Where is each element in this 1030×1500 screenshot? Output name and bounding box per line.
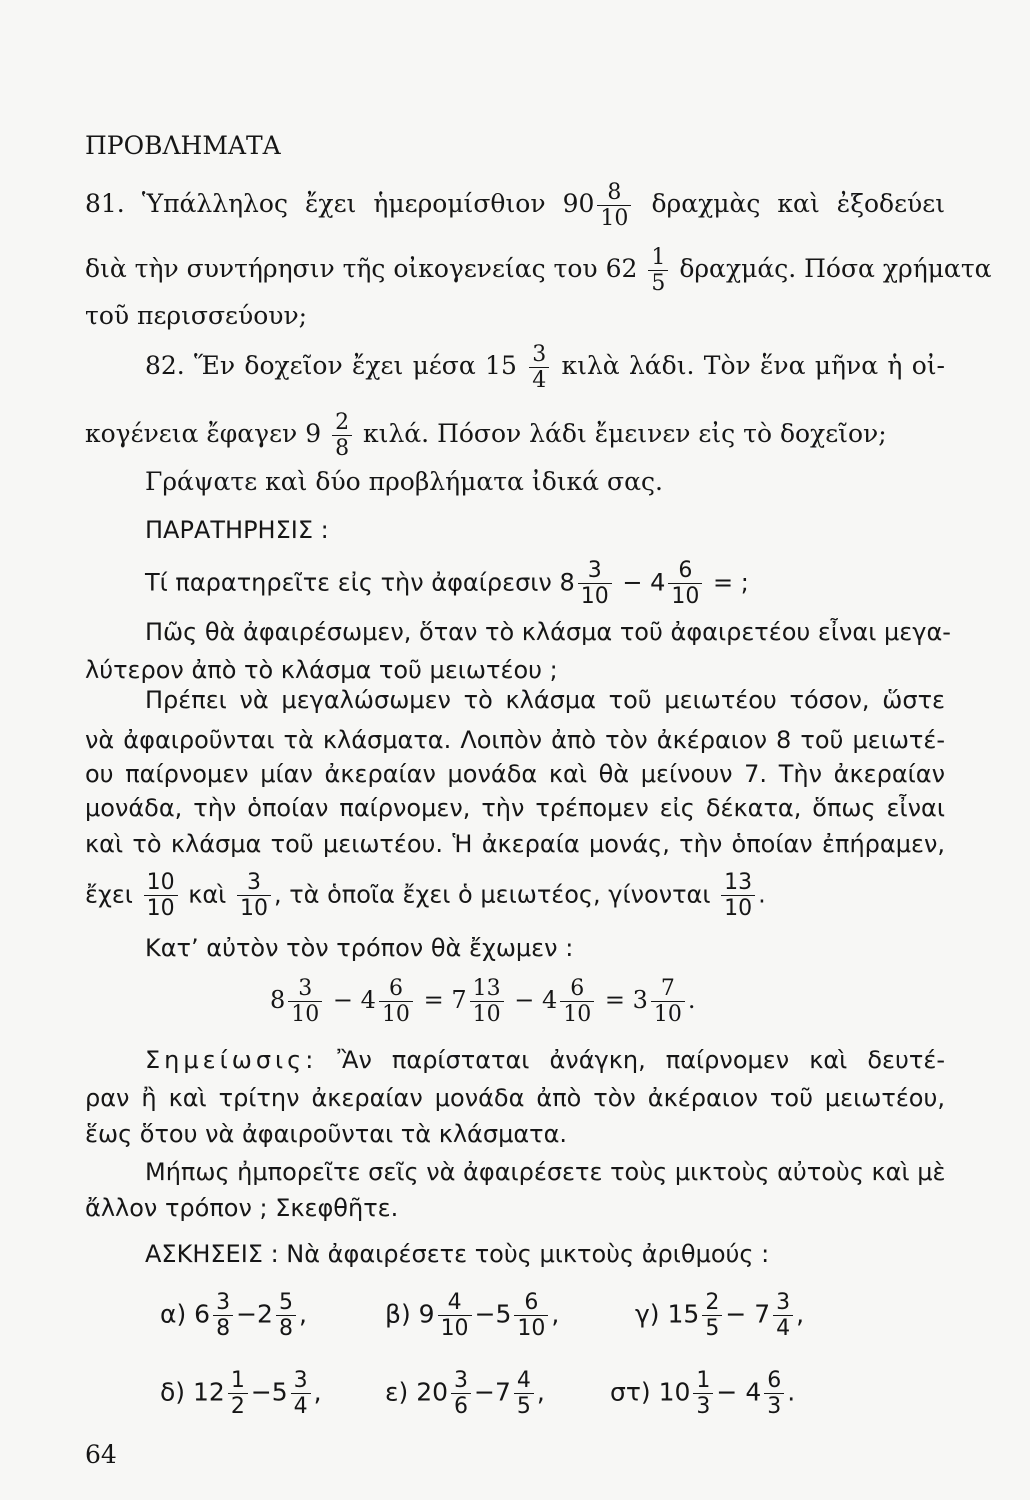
remark-line-6: μονάδα, τὴν ὁποίαν παίρνομεν, τὴν τρέπομεν εἰς δέκατα, ὅπως εἶναι xyxy=(85,794,945,822)
fraction-1-5 xyxy=(648,245,668,296)
denominator: 4 xyxy=(529,367,549,393)
fraction-6-10 xyxy=(560,976,594,1027)
text: . xyxy=(687,986,696,1014)
numerator: 3 xyxy=(298,976,313,1001)
write-two-problems: Γράψατε καὶ δύο προβλήματα ἰδικά σας. xyxy=(145,467,663,496)
denominator: 8 xyxy=(213,1315,233,1341)
numerator: 5 xyxy=(278,1290,293,1315)
exercise-a xyxy=(160,1290,307,1341)
denominator: 3 xyxy=(764,1393,784,1419)
note-line-4: Μήπως ἠμπορεῖτε σεῖς νὰ ἀφαιρέσετε τοὺς μικτοὺς αὐτοὺς καὶ μὲ xyxy=(145,1158,946,1186)
numerator: 1 xyxy=(696,1368,711,1393)
denominator: 10 xyxy=(597,205,631,231)
fraction-1-3 xyxy=(693,1368,713,1419)
denominator: 10 xyxy=(438,1315,472,1341)
text: −5 xyxy=(474,1299,512,1329)
text: Τί παρατηρεῖτε εἰς τὴν ἀφαίρεσιν 8 xyxy=(145,568,575,597)
problem-82-line-2 xyxy=(85,410,945,461)
denominator: 5 xyxy=(514,1393,534,1419)
section-heading: ΠΡΟΒΛΗΜΑΤΑ xyxy=(85,131,281,160)
numerator: 6 xyxy=(678,558,693,583)
text: . xyxy=(758,880,766,909)
text: , xyxy=(536,1377,545,1407)
denominator: 10 xyxy=(721,895,755,921)
fraction-13-10 xyxy=(721,870,755,921)
numerator: 8 xyxy=(607,180,622,205)
fraction-3-4 xyxy=(773,1290,793,1341)
text: − 4 xyxy=(514,986,558,1014)
fraction-3-4 xyxy=(529,342,549,393)
numerator: 3 xyxy=(293,1368,308,1393)
numerator: 10 xyxy=(146,870,175,895)
text: = 3 xyxy=(604,986,648,1014)
text: κιλά. Πόσον λάδι ἔμεινεν εἰς τὸ δοχεῖον; xyxy=(363,419,887,448)
text: − 4 xyxy=(716,1377,762,1407)
fraction-3-10 xyxy=(578,558,612,609)
denominator: 2 xyxy=(228,1393,248,1419)
numerator: 4 xyxy=(447,1290,462,1315)
text: = 7 xyxy=(423,986,467,1014)
numerator: 6 xyxy=(524,1290,539,1315)
text: , xyxy=(298,1299,307,1329)
denominator: 10 xyxy=(651,1001,685,1027)
text: ἔχει xyxy=(85,880,133,909)
denominator: 10 xyxy=(514,1315,548,1341)
numerator: 1 xyxy=(651,245,666,270)
remark-question xyxy=(145,558,945,609)
numerator: 13 xyxy=(724,870,753,895)
numerator: 13 xyxy=(472,976,501,1001)
problem-82-line-1 xyxy=(145,342,945,393)
exercise-f xyxy=(610,1368,795,1419)
denominator: 10 xyxy=(144,895,178,921)
numerator: 3 xyxy=(246,870,261,895)
note-line-1 xyxy=(145,1042,945,1078)
denominator: 10 xyxy=(470,1001,504,1027)
note-label: Σημείωσις: xyxy=(145,1046,318,1074)
fraction-7-10 xyxy=(651,976,685,1027)
remark-line-8 xyxy=(85,870,945,921)
fraction-6-10 xyxy=(514,1290,548,1341)
numerator: 6 xyxy=(388,976,403,1001)
text: = ; xyxy=(713,568,749,597)
problem-81-line-1 xyxy=(85,180,945,231)
fraction-5-8 xyxy=(276,1290,296,1341)
text: β) 9 xyxy=(385,1299,435,1329)
numerator: 6 xyxy=(767,1368,782,1393)
text: Ἂν παρίσταται ἀνάγκη, παίρνομεν καὶ δευτέ- xyxy=(337,1046,945,1074)
problem-81-line-2 xyxy=(85,245,992,296)
fraction-6-10 xyxy=(668,558,702,609)
text: 8 xyxy=(270,986,286,1014)
denominator: 4 xyxy=(291,1393,311,1419)
page-number: 64 xyxy=(85,1440,117,1469)
fraction-3-10 xyxy=(288,976,322,1027)
text: . xyxy=(787,1377,796,1407)
text: −2 xyxy=(236,1299,273,1329)
fraction-3-10 xyxy=(237,870,271,921)
remark-line-9: Κατ’ αὐτὸν τὸν τρόπον θὰ ἔχωμεν : xyxy=(145,934,574,962)
denominator: 6 xyxy=(451,1393,471,1419)
text: 81. Ὑπάλληλος ἔχει ἡμερομίσθιον 90 xyxy=(85,189,595,218)
exercises-title: ΑΣΚΗΣΕΙΣ : Νὰ ἀφαιρέσετε τοὺς μικτοὺς ἀριθμούς : xyxy=(145,1240,770,1268)
text: ε) 20 xyxy=(385,1377,449,1407)
numerator: 4 xyxy=(516,1368,531,1393)
exercise-d xyxy=(160,1368,322,1419)
text: − 7 xyxy=(725,1299,771,1329)
denominator: 10 xyxy=(668,583,702,609)
denominator: 8 xyxy=(332,435,352,461)
fraction-3-6 xyxy=(451,1368,471,1419)
fraction-4-10 xyxy=(438,1290,472,1341)
numerator: 2 xyxy=(705,1290,720,1315)
text: διὰ τὴν συντήρησιν τῆς οἰκογενείας του 62 xyxy=(85,254,638,283)
remark-title: ΠΑΡΑΤΗΡΗΣΙΣ : xyxy=(145,516,329,544)
note-line-3: ἕως ὅτου νὰ ἀφαιροῦνται τὰ κλάσματα. xyxy=(85,1120,568,1148)
fraction-10-10 xyxy=(144,870,178,921)
fraction-3-4 xyxy=(291,1368,311,1419)
denominator: 4 xyxy=(773,1315,793,1341)
text: στ) 10 xyxy=(610,1377,691,1407)
exercise-e xyxy=(385,1368,545,1419)
fraction-3-8 xyxy=(213,1290,233,1341)
text: , xyxy=(313,1377,322,1407)
numerator: 6 xyxy=(570,976,585,1001)
denominator: 5 xyxy=(648,270,668,296)
text: δ) 12 xyxy=(160,1377,225,1407)
fraction-8-10 xyxy=(597,180,631,231)
fraction-13-10 xyxy=(470,976,504,1027)
fraction-6-10 xyxy=(379,976,413,1027)
denominator: 10 xyxy=(560,1001,594,1027)
text: α) 6 xyxy=(160,1299,211,1329)
remark-line-5: ου παίρνομεν μίαν ἀκεραίαν μονάδα καὶ θὰ μείνουν 7. Τὴν ἀκεραίαν xyxy=(85,760,945,788)
remark-line-4: νὰ ἀφαιροῦνται τὰ κλάσματα. Λοιπὸν ἀπὸ τὸν ἀκέραιον 8 τοῦ μειωτέ- xyxy=(85,726,945,754)
text: γ) 15 xyxy=(635,1299,700,1329)
denominator: 10 xyxy=(379,1001,413,1027)
fraction-2-8 xyxy=(332,410,352,461)
denominator: 10 xyxy=(288,1001,322,1027)
text: −7 xyxy=(474,1377,511,1407)
denominator: 10 xyxy=(578,583,612,609)
numerator: 7 xyxy=(660,976,675,1001)
denominator: 10 xyxy=(237,895,271,921)
fraction-1-2 xyxy=(228,1368,248,1419)
problem-81-line-3: τοῦ περισσεύουν; xyxy=(85,301,308,330)
numerator: 3 xyxy=(587,558,602,583)
note-line-2: ραν ἢ καὶ τρίτην ἀκεραίαν μονάδα ἀπὸ τὸν ἀκέραιον τοῦ μειωτέου, xyxy=(85,1084,945,1112)
text: κογένεια ἔφαγεν 9 xyxy=(85,419,322,448)
text: −5 xyxy=(250,1377,288,1407)
text: δραχμὰς καὶ ἐξοδεύει xyxy=(651,189,945,218)
numerator: 2 xyxy=(335,410,350,435)
exercise-b xyxy=(385,1290,559,1341)
remark-line-3: Πρέπει νὰ μεγαλώσωμεν τὸ κλάσμα τοῦ μειωτέου τόσον, ὥστε xyxy=(145,686,945,714)
numerator: 1 xyxy=(230,1368,245,1393)
remark-line-7: καὶ τὸ κλάσμα τοῦ μειωτέου. Ἡ ἀκεραία μονάς, τὴν ὁποίαν ἐπήραμεν, xyxy=(85,830,945,858)
denominator: 5 xyxy=(702,1315,722,1341)
fraction-6-3 xyxy=(764,1368,784,1419)
denominator: 8 xyxy=(276,1315,296,1341)
remark-line-1: Πῶς θὰ ἀφαιρέσωμεν, ὅταν τὸ κλάσμα τοῦ ἀφαιρετέου εἶναι μεγα- xyxy=(145,618,951,646)
remark-line-2: λύτερον ἀπὸ τὸ κλάσμα τοῦ μειωτέου ; xyxy=(85,656,558,684)
text: , xyxy=(551,1299,560,1329)
note-line-5: ἄλλον τρόπον ; Σκεφθῆτε. xyxy=(85,1194,399,1222)
text: − 4 xyxy=(622,568,666,597)
fraction-4-5 xyxy=(514,1368,534,1419)
numerator: 3 xyxy=(532,342,547,367)
text: , τὰ ὁποῖα ἔχει ὁ μειωτέος, γίνονται xyxy=(273,880,711,909)
text: καὶ xyxy=(188,880,227,909)
numerator: 3 xyxy=(776,1290,791,1315)
text: 82. Ἕν δοχεῖον ἔχει μέσα 15 xyxy=(145,351,517,380)
numerator: 3 xyxy=(454,1368,469,1393)
denominator: 3 xyxy=(693,1393,713,1419)
text: − 4 xyxy=(332,986,376,1014)
text: , xyxy=(796,1299,805,1329)
text: δραχμάς. Πόσα χρήματα xyxy=(679,254,992,283)
worked-equation xyxy=(270,976,770,1027)
fraction-2-5 xyxy=(702,1290,722,1341)
exercise-c xyxy=(635,1290,804,1341)
text: κιλὰ λάδι. Τὸν ἕνα μῆνα ἡ οἰ- xyxy=(561,351,946,380)
numerator: 3 xyxy=(216,1290,231,1315)
